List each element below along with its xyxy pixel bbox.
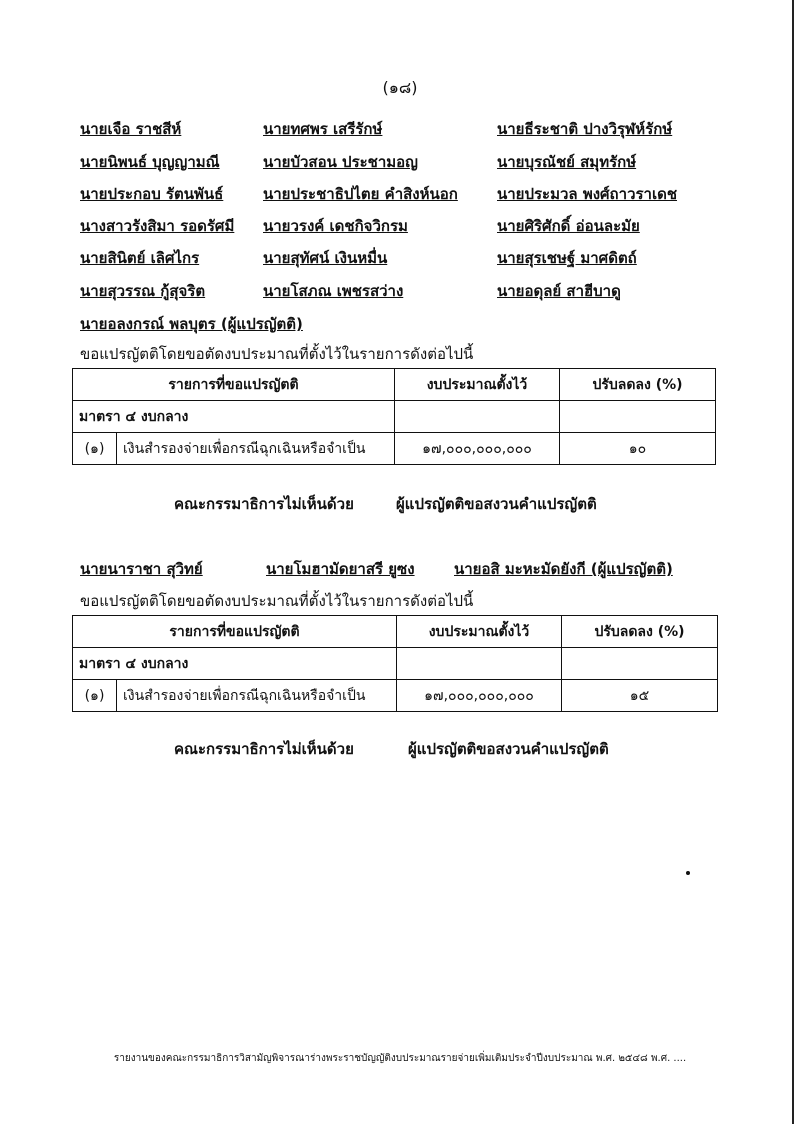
member-name: นายประมวล พงศ์ถาวราเดช: [497, 185, 678, 203]
member-name: นายประชาธิปไตย คำสิงห์นอก: [263, 185, 458, 203]
row-reduce-percent: ๑๐: [560, 433, 716, 465]
empty-cell: [562, 648, 718, 680]
empty-cell: [397, 648, 562, 680]
section-label: มาตรา ๔ งบกลาง: [73, 648, 397, 680]
table-row: [73, 401, 716, 433]
amendment-mover-name: นายอสิ มะหะมัดยังกี (ผู้แปรญัตติ): [454, 560, 673, 578]
member-name: นายโสภณ เพชรสว่าง: [263, 282, 404, 300]
row-number: (๑): [73, 433, 117, 465]
committee-verdict: คณะกรรมาธิการไม่เห็นด้วย: [174, 495, 354, 513]
amendment-intro-text: ขอแปรญัตติโดยขอตัดงบประมาณที่ตั้งไว้ในรายการดังต่อไปนี้: [80, 592, 474, 610]
table-row: [73, 680, 718, 712]
header-budget: งบประมาณตั้งไว้: [395, 369, 560, 401]
member-name: นายศิริศักดิ์ อ่อนละมัย: [497, 217, 640, 235]
member-name: นายนิพนธ์ บุญญามณี: [80, 153, 220, 171]
member-name: นายสุวรรณ กู้สุจริต: [80, 282, 206, 300]
committee-verdict: คณะกรรมาธิการไม่เห็นด้วย: [174, 740, 354, 758]
table-header-row: [73, 369, 716, 401]
amendment-intro-text: ขอแปรญัตติโดยขอตัดงบประมาณที่ตั้งไว้ในรายการดังต่อไปนี้: [80, 345, 474, 363]
page-edge-line: [792, 0, 794, 1124]
member-name: นายทศพร เสรีรักษ์: [263, 120, 383, 138]
empty-cell: [560, 401, 716, 433]
section-label: มาตรา ๔ งบกลาง: [73, 401, 395, 433]
mover-reservation: ผู้แปรญัตติขอสงวนคำแปรญัตติ: [396, 495, 597, 513]
row-number: (๑): [73, 680, 117, 712]
member-name: นายเจือ ราชสีห์: [80, 120, 182, 138]
member-name: นายนาราชา สุวิทย์: [80, 560, 203, 578]
member-name: นายบุรณัชย์ สมุทรักษ์: [497, 153, 637, 171]
member-name: นายธีระชาติ ปางวิรุฬห์รักษ์: [497, 120, 673, 138]
empty-cell: [395, 401, 560, 433]
report-footer: รายงานของคณะกรรมาธิการวิสามัญพิจารณาร่างพระราชบัญญัติงบประมาณรายจ่ายเพิ่มเติมประจำปีงบประมาณ พ.ศ. ๒๕๔๘ พ.ศ. ....: [113, 1053, 687, 1064]
row-reduce-percent: ๑๕: [562, 680, 718, 712]
member-name: นายสุรเชษฐ์ มาศดิตถ์: [497, 249, 637, 267]
member-name: นายสินิตย์ เลิศไกร: [80, 249, 200, 267]
table-row: [73, 648, 718, 680]
header-item: รายการที่ขอแปรญัตติ: [73, 369, 395, 401]
member-name: นายบัวสอน ประชามอญ: [263, 153, 418, 171]
member-name: นางสาวรังสิมา รอดรัศมี: [80, 217, 235, 235]
row-amount: ๑๗,๐๐๐,๐๐๐,๐๐๐: [395, 433, 560, 465]
amendment-table-1: [72, 368, 716, 465]
row-item: เงินสำรองจ่ายเพื่อกรณีฉุกเฉินหรือจำเป็น: [117, 433, 395, 465]
member-name: นายอดุลย์ สาฮีบาดู: [497, 282, 621, 300]
amendment-mover-name: นายอลงกรณ์ พลบุตร (ผู้แปรญัตติ): [80, 315, 303, 333]
stray-mark: [686, 871, 690, 875]
member-name: นายโมฮามัดยาสรี ยูซง: [266, 560, 415, 578]
row-item: เงินสำรองจ่ายเพื่อกรณีฉุกเฉินหรือจำเป็น: [117, 680, 397, 712]
member-name: นายวรงค์ เดชกิจวิกรม: [263, 217, 408, 235]
member-name: นายสุทัศน์ เงินหมื่น: [263, 249, 388, 267]
mover-reservation: ผู้แปรญัตติขอสงวนคำแปรญัตติ: [408, 740, 609, 758]
header-item: รายการที่ขอแปรญัตติ: [73, 616, 397, 648]
header-budget: งบประมาณตั้งไว้: [397, 616, 562, 648]
header-reduce: ปรับลดลง (%): [562, 616, 718, 648]
header-reduce: ปรับลดลง (%): [560, 369, 716, 401]
amendment-table-2: [72, 615, 718, 712]
row-amount: ๑๗,๐๐๐,๐๐๐,๐๐๐: [397, 680, 562, 712]
member-name: นายประกอบ รัตนพันธ์: [80, 185, 224, 203]
table-row: [73, 433, 716, 465]
page-number: (๑๘): [382, 78, 418, 97]
table-header-row: [73, 616, 718, 648]
